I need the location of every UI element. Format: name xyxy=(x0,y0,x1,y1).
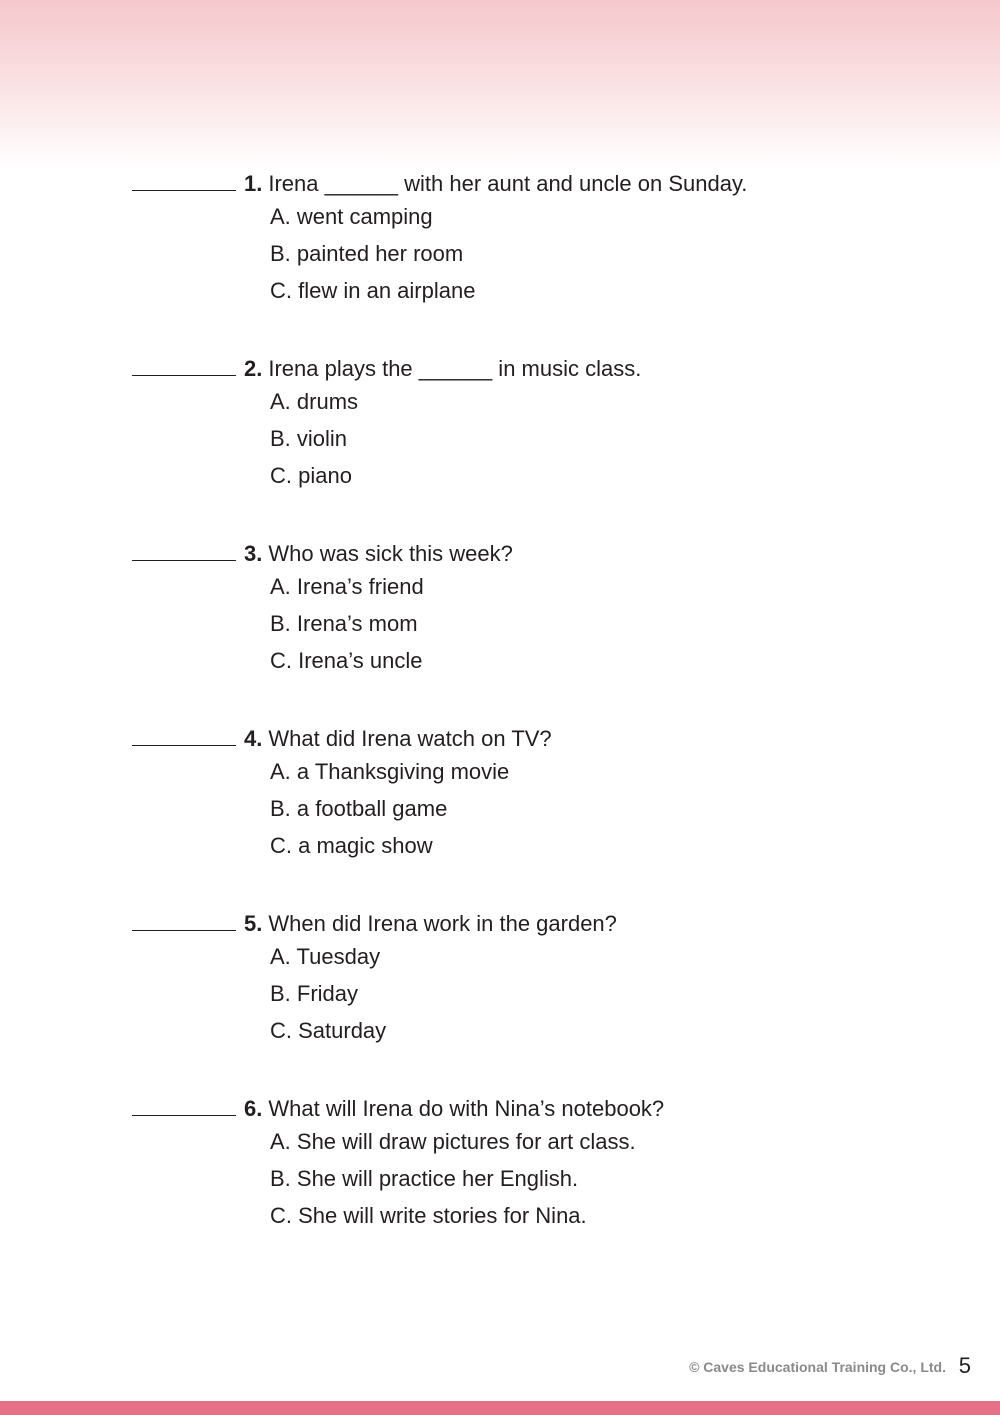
page-number: 5 xyxy=(958,1353,971,1378)
question-2 xyxy=(132,353,932,538)
option-c: C. Irena’s uncle xyxy=(270,648,423,673)
question-stem xyxy=(132,353,932,387)
question-4 xyxy=(132,723,932,908)
question-number: 6. xyxy=(244,1096,263,1121)
question-number: 4. xyxy=(244,726,263,751)
option-a: A. drums xyxy=(270,389,359,414)
question-number: 3. xyxy=(244,541,263,566)
question-list xyxy=(132,168,932,1278)
option-b: B. Irena’s mom xyxy=(270,611,418,636)
answer-blank[interactable] xyxy=(132,538,236,561)
question-text: What did Irena watch on TV? xyxy=(268,726,552,751)
answer-blank[interactable] xyxy=(132,908,236,931)
question-text: Who was sick this week? xyxy=(268,541,513,566)
copyright-notice: © Caves Educational Training Co., Ltd. xyxy=(689,1359,946,1375)
option-b: B. a football game xyxy=(270,796,448,821)
question-stem xyxy=(132,908,932,942)
question-number: 5. xyxy=(244,911,263,936)
option-a: A. a Thanksgiving movie xyxy=(270,759,510,784)
question-6 xyxy=(132,1093,932,1278)
answer-blank[interactable] xyxy=(132,353,236,376)
option-b: B. painted her room xyxy=(270,241,464,266)
option-c: C. flew in an airplane xyxy=(270,278,476,303)
question-number: 1. xyxy=(244,171,263,196)
answer-blank[interactable] xyxy=(132,168,236,191)
option-c: C. piano xyxy=(270,463,352,488)
question-text: Irena plays the ______ in music class. xyxy=(268,356,642,381)
option-c: C. Saturday xyxy=(270,1018,387,1043)
answer-blank[interactable] xyxy=(132,1093,236,1116)
question-stem xyxy=(132,538,932,572)
question-1 xyxy=(132,168,932,353)
option-a: A. Tuesday xyxy=(270,944,381,969)
question-number: 2. xyxy=(244,356,263,381)
option-c: C. She will write stories for Nina. xyxy=(270,1203,587,1228)
option-a: A. She will draw pictures for art class. xyxy=(270,1129,636,1154)
question-text: What will Irena do with Nina’s notebook? xyxy=(268,1096,665,1121)
option-b: B. Friday xyxy=(270,981,359,1006)
bottom-bar xyxy=(0,1401,1000,1415)
option-b: B. violin xyxy=(270,426,348,451)
answer-blank[interactable] xyxy=(132,723,236,746)
question-5 xyxy=(132,908,932,1093)
option-c: C. a magic show xyxy=(270,833,433,858)
option-a: A. went camping xyxy=(270,204,433,229)
question-text: When did Irena work in the garden? xyxy=(268,911,617,936)
question-stem xyxy=(132,1093,932,1127)
option-b: B. She will practice her English. xyxy=(270,1166,579,1191)
question-text: Irena ______ with her aunt and uncle on Sunday. xyxy=(268,171,748,196)
question-3 xyxy=(132,538,932,723)
header-band xyxy=(0,0,1000,170)
question-stem xyxy=(132,168,932,202)
option-a: A. Irena’s friend xyxy=(270,574,424,599)
question-stem xyxy=(132,723,932,757)
